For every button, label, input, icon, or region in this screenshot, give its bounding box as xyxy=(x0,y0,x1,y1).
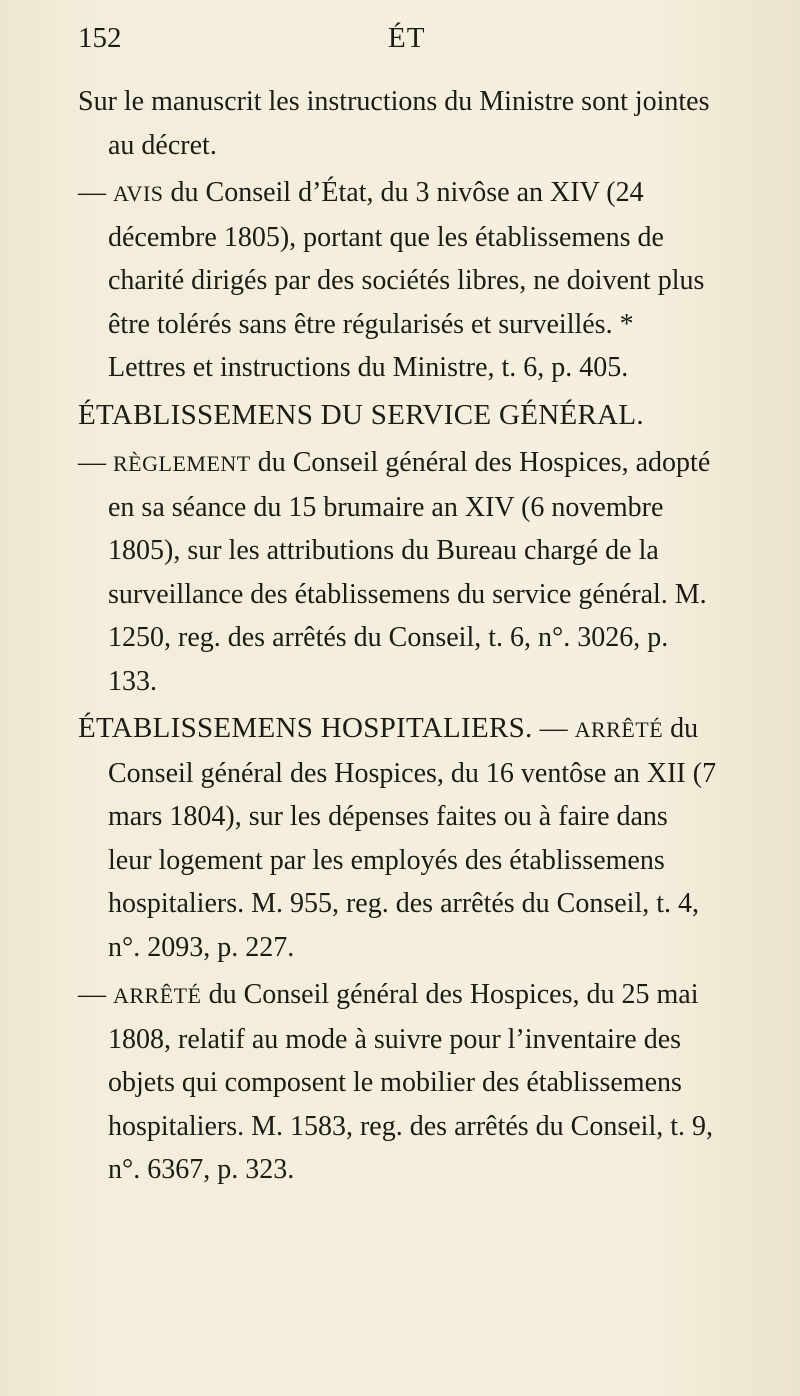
entry-text: Sur le manuscrit les instructions du Ministre sont jointes au décret. xyxy=(78,86,710,161)
page-number: 152 xyxy=(78,22,122,54)
running-head-title: ÉT xyxy=(388,22,426,54)
section-heading: ÉTABLISSEMENS HOSPITALIERS. xyxy=(78,712,533,744)
entry-lead-word: ARRÊTÉ xyxy=(574,717,664,742)
entry-lead-word: RÈGLEMENT xyxy=(113,451,251,476)
entry-text: du Conseil général des Hospices, du 16 ventôse an XII (7 mars 1804), sur les dépenses faites ou à faire dans leur logement par les employés des établissemens hospitaliers. M. 955, reg. des arrêtés du Conseil, t. 4, n°. 2093, p. 227. xyxy=(108,713,717,963)
em-dash: — xyxy=(532,713,575,744)
em-dash: — xyxy=(78,177,113,208)
running-head xyxy=(78,22,718,66)
entry-arrete-inventaire xyxy=(78,973,718,1192)
page-body xyxy=(78,80,718,1196)
section-heading: ÉTABLISSEMENS DU SERVICE GÉNÉRAL. xyxy=(78,398,644,431)
entry-lead-word: AVIS xyxy=(113,181,164,206)
section-heading-service-general xyxy=(78,394,718,438)
entry-text: du Conseil d’État, du 3 nivôse an XIV (24 décembre 1805), portant que les établissemens de charité dirigés par des sociétés libres, ne doivent plus être tolérés sans être régularisés et surveillés. * Lettres et instructions du Ministre, t. 6, p. 405. xyxy=(108,177,705,383)
entry-text: du Conseil général des Hospices, du 25 mai 1808, relatif au mode à suivre pour l’inventaire des objets qui composent le mobilier des établissemens hospitaliers. M. 1583, reg. des arrêtés du Conseil, t. 9, n°. 6367, p. 323. xyxy=(108,979,714,1185)
entry-avis-conseil-etat xyxy=(78,171,718,390)
entry-lead-word: ARRÊTÉ xyxy=(113,983,202,1008)
entry-manuscript-note xyxy=(78,80,718,167)
entry-reglement xyxy=(78,441,718,703)
em-dash: — xyxy=(78,447,113,478)
entry-text: du Conseil général des Hospices, adopté en sa séance du 15 brumaire an XIV (6 novembre 1805), sur les attributions du Bureau chargé de la surveillance des établissemens du service général. M. 1250, reg. des arrêtés du Conseil, t. 6, n°. 3026, p. 133. xyxy=(108,447,711,697)
em-dash: — xyxy=(78,979,113,1010)
entry-etablissemens-hospitaliers xyxy=(78,707,718,969)
